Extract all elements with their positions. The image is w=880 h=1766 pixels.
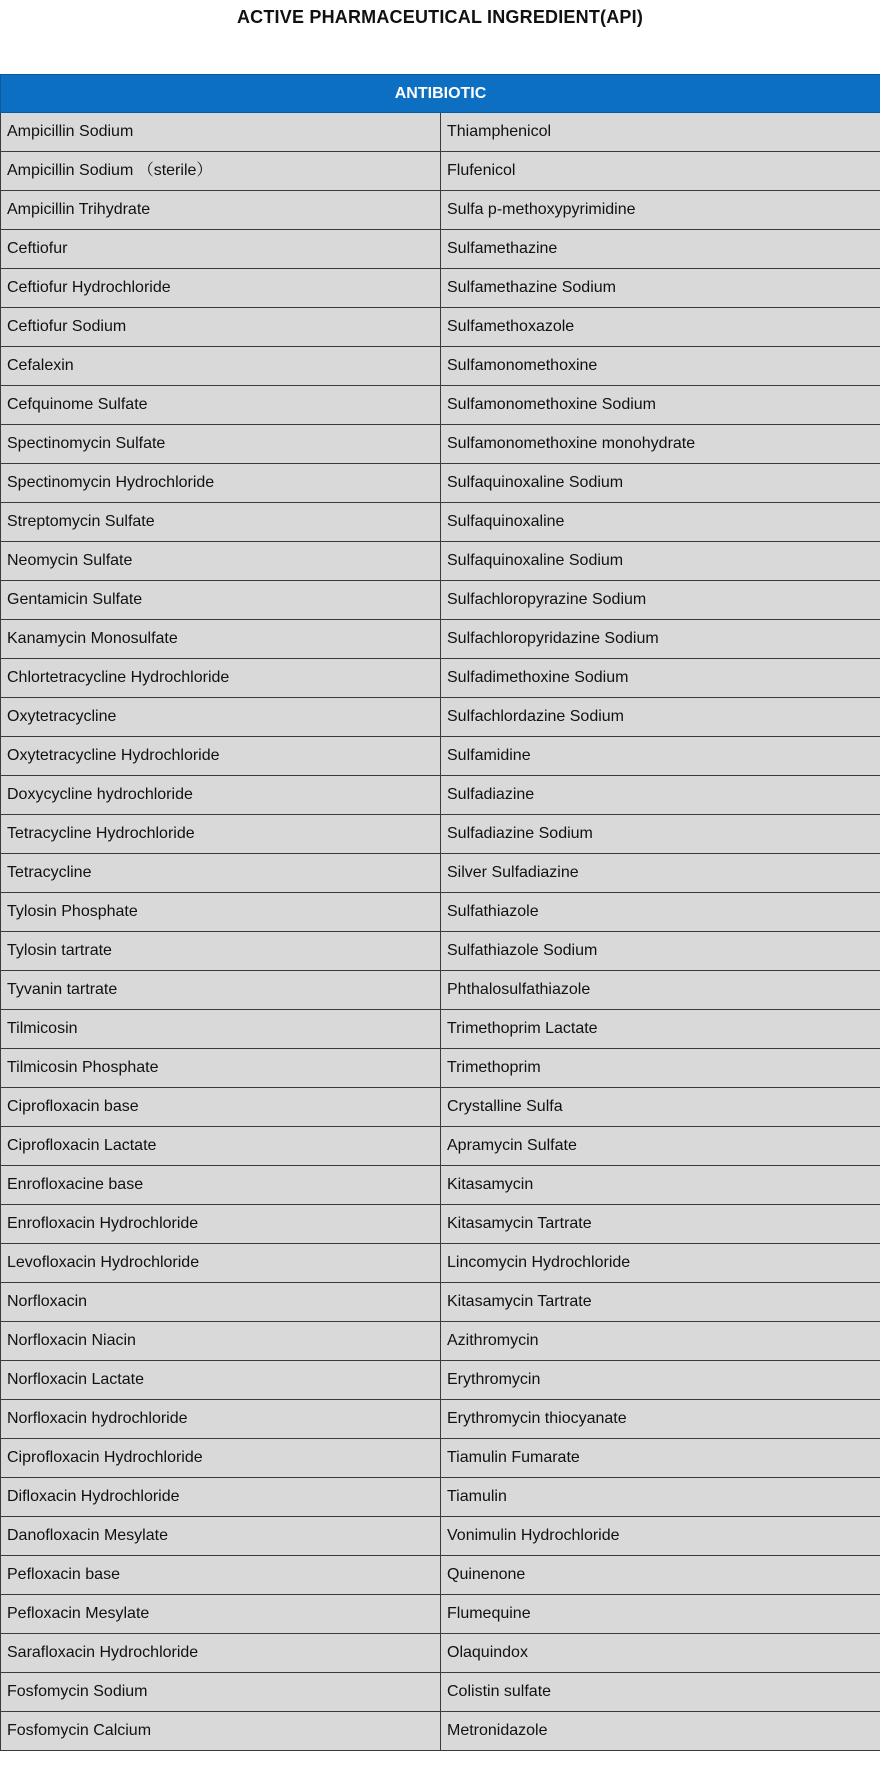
table-row [1, 191, 880, 230]
table-row [1, 347, 880, 386]
table-cell-right: Sulfamonomethoxine [441, 347, 880, 386]
table-cell-left: Norfloxacin hydrochloride [1, 1400, 441, 1439]
table-cell-left: Ciprofloxacin Hydrochloride [1, 1439, 441, 1478]
table-cell-right: Colistin sulfate [441, 1673, 880, 1712]
table-row [1, 1478, 880, 1517]
table-cell-right: Sulfa p-methoxypyrimidine [441, 191, 880, 230]
table-cell-left: Oxytetracycline [1, 698, 441, 737]
table-row [1, 1010, 880, 1049]
table-row [1, 1049, 880, 1088]
table-cell-right: Tiamulin [441, 1478, 880, 1517]
table-cell-right: Trimethoprim [441, 1049, 880, 1088]
table-cell-right: Silver Sulfadiazine [441, 854, 880, 893]
table-cell-right: Flumequine [441, 1595, 880, 1634]
table-row [1, 1517, 880, 1556]
table-cell-right: Sulfamethazine [441, 230, 880, 269]
table-cell-right: Sulfachloropyridazine Sodium [441, 620, 880, 659]
table-cell-right: Sulfadiazine Sodium [441, 815, 880, 854]
table-cell-left: Fosfomycin Calcium [1, 1712, 441, 1751]
table-cell-left: Norfloxacin [1, 1283, 441, 1322]
table-cell-right: Vonimulin Hydrochloride [441, 1517, 880, 1556]
table-cell-right: Olaquindox [441, 1634, 880, 1673]
table-row [1, 620, 880, 659]
table-cell-left: Ceftiofur Sodium [1, 308, 441, 347]
table-cell-left: Ciprofloxacin base [1, 1088, 441, 1127]
table-cell-left: Spectinomycin Hydrochloride [1, 464, 441, 503]
table-cell-right: Sulfaquinoxaline [441, 503, 880, 542]
table-cell-right: Sulfamonomethoxine monohydrate [441, 425, 880, 464]
table-row [1, 737, 880, 776]
table-cell-left: Cefquinome Sulfate [1, 386, 441, 425]
table-row [1, 1673, 880, 1712]
table-cell-right: Sulfamethoxazole [441, 308, 880, 347]
table-cell-left: Danofloxacin Mesylate [1, 1517, 441, 1556]
table-row [1, 1205, 880, 1244]
table-row [1, 542, 880, 581]
table-row [1, 1322, 880, 1361]
table-cell-right: Lincomycin Hydrochloride [441, 1244, 880, 1283]
table-cell-left: Gentamicin Sulfate [1, 581, 441, 620]
table-cell-right: Apramycin Sulfate [441, 1127, 880, 1166]
table-row [1, 152, 880, 191]
table-row [1, 1595, 880, 1634]
table-cell-left: Streptomycin Sulfate [1, 503, 441, 542]
table-cell-left: Tetracycline Hydrochloride [1, 815, 441, 854]
table-cell-right: Sulfathiazole Sodium [441, 932, 880, 971]
table-cell-left: Ampicillin Trihydrate [1, 191, 441, 230]
table-cell-right: Sulfadiazine [441, 776, 880, 815]
page-title: ACTIVE PHARMACEUTICAL INGREDIENT(API) [236, 7, 644, 27]
table-cell-left: Enrofloxacin Hydrochloride [1, 1205, 441, 1244]
table-cell-left: Norfloxacin Niacin [1, 1322, 441, 1361]
table-row [1, 1400, 880, 1439]
table-cell-right: Erythromycin [441, 1361, 880, 1400]
table-cell-left: Tyvanin tartrate [1, 971, 441, 1010]
table-cell-right: Sulfaquinoxaline Sodium [441, 464, 880, 503]
table-row [1, 503, 880, 542]
table-cell-right: Sulfaquinoxaline Sodium [441, 542, 880, 581]
table-row [1, 308, 880, 347]
table-cell-left: Fosfomycin Sodium [1, 1673, 441, 1712]
table-cell-left: Neomycin Sulfate [1, 542, 441, 581]
table-cell-right: Sulfachlordazine Sodium [441, 698, 880, 737]
table-row [1, 893, 880, 932]
table-cell-left: Enrofloxacine base [1, 1166, 441, 1205]
table-row [1, 932, 880, 971]
table-cell-right: Kitasamycin Tartrate [441, 1205, 880, 1244]
table-cell-left: Doxycycline hydrochloride [1, 776, 441, 815]
table-row [1, 1088, 880, 1127]
table-row [1, 698, 880, 737]
table-row [1, 1166, 880, 1205]
table-cell-right: Sulfamonomethoxine Sodium [441, 386, 880, 425]
table-cell-left: Chlortetracycline Hydrochloride [1, 659, 441, 698]
table-cell-right: Kitasamycin Tartrate [441, 1283, 880, 1322]
table-row [1, 1634, 880, 1673]
table-row [1, 269, 880, 308]
table-row [1, 425, 880, 464]
table-cell-right: Quinenone [441, 1556, 880, 1595]
table-cell-left: Sarafloxacin Hydrochloride [1, 1634, 441, 1673]
table-cell-left: Ampicillin Sodium [1, 113, 441, 152]
table-row [1, 1712, 880, 1751]
table-cell-left: Ciprofloxacin Lactate [1, 1127, 441, 1166]
table-cell-right: Erythromycin thiocyanate [441, 1400, 880, 1439]
table-cell-left: Spectinomycin Sulfate [1, 425, 441, 464]
table-cell-right: Flufenicol [441, 152, 880, 191]
table-row [1, 464, 880, 503]
table-cell-left: Norfloxacin Lactate [1, 1361, 441, 1400]
table-header-row [1, 75, 880, 113]
table-cell-left: Ampicillin Sodium （sterile） [1, 152, 441, 191]
table-cell-left: Levofloxacin Hydrochloride [1, 1244, 441, 1283]
table-cell-right: Azithromycin [441, 1322, 880, 1361]
table-cell-left: Tylosin Phosphate [1, 893, 441, 932]
table-row [1, 1127, 880, 1166]
table-cell-left: Oxytetracycline Hydrochloride [1, 737, 441, 776]
table-row [1, 581, 880, 620]
table-cell-right: Sulfachloropyrazine Sodium [441, 581, 880, 620]
table-cell-right: Metronidazole [441, 1712, 880, 1751]
table-row [1, 1283, 880, 1322]
table-cell-right: Crystalline Sulfa [441, 1088, 880, 1127]
table-section-header: ANTIBIOTIC [1, 75, 880, 113]
table-cell-left: Tilmicosin Phosphate [1, 1049, 441, 1088]
table-cell-left: Ceftiofur [1, 230, 441, 269]
table-cell-right: Sulfathiazole [441, 893, 880, 932]
table-cell-left: Cefalexin [1, 347, 441, 386]
table-cell-right: Sulfamidine [441, 737, 880, 776]
table-cell-left: Tilmicosin [1, 1010, 441, 1049]
table-cell-right: Phthalosulfathiazole [441, 971, 880, 1010]
table-row [1, 1361, 880, 1400]
table-cell-left: Pefloxacin Mesylate [1, 1595, 441, 1634]
table-cell-right: Sulfamethazine Sodium [441, 269, 880, 308]
table-body [1, 113, 880, 1751]
table-row [1, 971, 880, 1010]
table-cell-right: Sulfadimethoxine Sodium [441, 659, 880, 698]
table-row [1, 230, 880, 269]
antibiotic-table [0, 74, 880, 1751]
table-row [1, 854, 880, 893]
table-row [1, 659, 880, 698]
table-cell-right: Tiamulin Fumarate [441, 1439, 880, 1478]
table-cell-left: Ceftiofur Hydrochloride [1, 269, 441, 308]
table-row [1, 776, 880, 815]
table-row [1, 1244, 880, 1283]
table-cell-left: Tylosin tartrate [1, 932, 441, 971]
table-row [1, 1556, 880, 1595]
table-cell-left: Difloxacin Hydrochloride [1, 1478, 441, 1517]
table-row [1, 386, 880, 425]
table-cell-right: Thiamphenicol [441, 113, 880, 152]
table-cell-right: Trimethoprim Lactate [441, 1010, 880, 1049]
table-cell-left: Kanamycin Monosulfate [1, 620, 441, 659]
table-row [1, 1439, 880, 1478]
table-row [1, 113, 880, 152]
table-cell-left: Tetracycline [1, 854, 441, 893]
table-row [1, 815, 880, 854]
table-cell-left: Pefloxacin base [1, 1556, 441, 1595]
table-cell-right: Kitasamycin [441, 1166, 880, 1205]
